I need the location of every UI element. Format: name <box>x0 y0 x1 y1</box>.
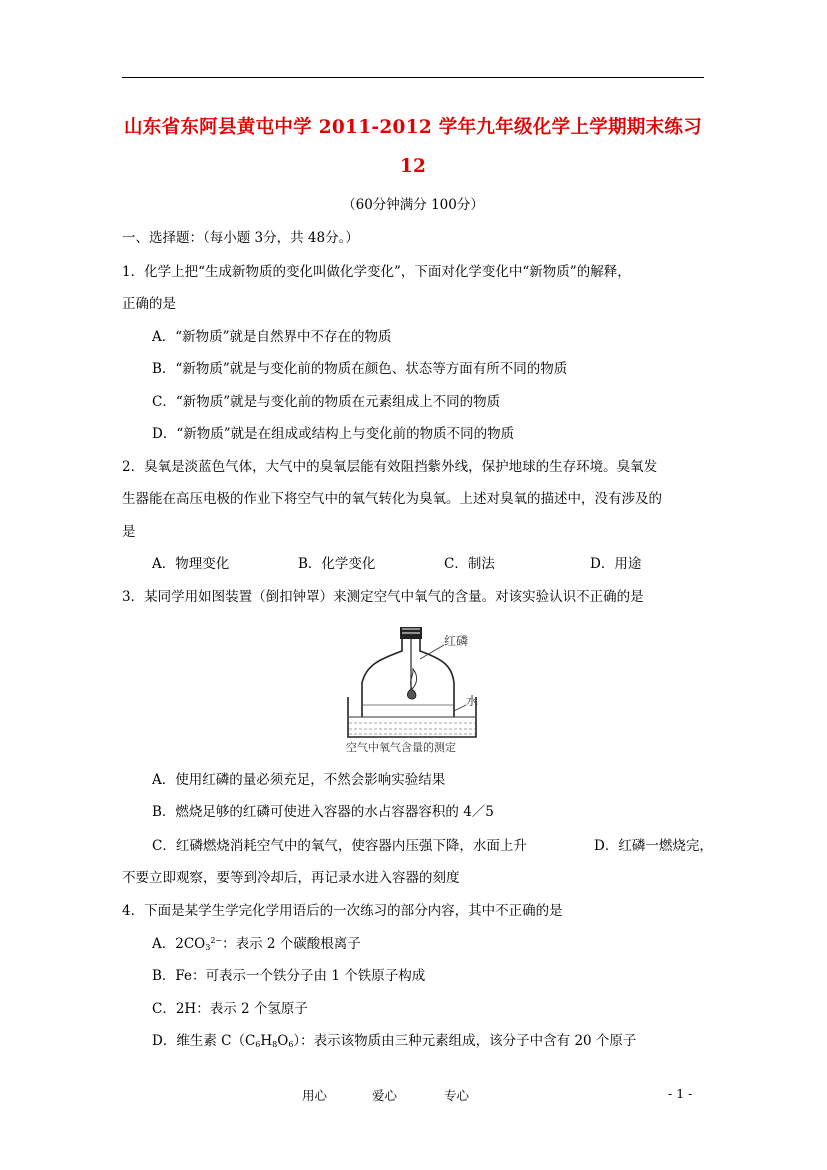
q3-option-d: D．红磷一燃烧完， <box>594 838 713 854</box>
q1-option-c: C．“新物质”就是与变化前的物质在元素组成上不同的物质 <box>152 394 501 410</box>
footer-motto-2: 爱心 <box>372 1088 398 1103</box>
question-2-stem-end: 是 <box>122 524 136 540</box>
q3-option-b: B．燃烧足够的红磷可使进入容器的水占容器容积的 4／5 <box>152 804 494 820</box>
footer-motto-1: 用心 <box>302 1088 328 1103</box>
document-title-number: 12 <box>399 156 427 177</box>
page-number: - 1 - <box>668 1086 693 1101</box>
label-phosphorus: 红磷 <box>444 634 469 648</box>
q3-option-c: C．红磷燃烧消耗空气中的氧气，使容器内压强下降，水面上升 <box>152 838 527 854</box>
figure-caption: 空气中氧气含量的测定 <box>346 741 456 754</box>
q2-option-d: D．用途 <box>590 556 642 572</box>
q4-option-d: D．维生素 C（C6H8O6）：表示该物质由三种元素组成，该分子中含有 20 个原子 <box>152 1033 637 1049</box>
experiment-figure <box>340 625 488 755</box>
q2-option-b: B．化学变化 <box>298 556 376 572</box>
footer-motto-3: 专心 <box>444 1088 470 1103</box>
question-1-stem-cont: 正确的是 <box>122 296 176 312</box>
document-title: 山东省东阿县黄屯中学 2011-2012 学年九年级化学上学期期末练习 <box>123 117 703 138</box>
q3-option-a: A．使用红磷的量必须充足，不然会影响实验结果 <box>152 772 446 788</box>
question-2-stem-cont: 生器能在高压电极的作业下将空气中的氧气转化为臭氧。上述对臭氧的描述中，没有涉及的 <box>122 491 662 507</box>
exam-info: （60分钟满分 100分） <box>342 197 484 213</box>
q3-option-d-cont: 不要立即观察，要等到冷却后，再记录水进入容器的刻度 <box>122 870 460 886</box>
q4-option-a: A．$2CO3^{2-}$：表示 2 个碳酸根离子 <box>152 936 361 952</box>
q1-option-b: B．“新物质”就是与变化前的物质在颜色、状态等方面有所不同的物质 <box>152 361 568 377</box>
question-4-stem: 4．下面是某学生学完化学用语后的一次练习的部分内容，其中不正确的是 <box>122 903 563 919</box>
q4-option-b: B．Fe：可表示一个铁分子由 1 个铁原子构成 <box>152 968 426 984</box>
q2-option-a: A．物理变化 <box>152 556 230 572</box>
section-heading: 一、选择题：（每小题 3分，共 48分。） <box>122 230 359 246</box>
label-water: 水 <box>466 694 479 708</box>
q1-option-a: A．“新物质”就是自然界中不存在的物质 <box>152 329 392 345</box>
phosphorus-spoon <box>407 689 415 699</box>
q1-option-d: D．“新物质”就是在组成或结构上与变化前的物质不同的物质 <box>152 426 515 442</box>
question-2-stem: 2．臭氧是淡蓝色气体，大气中的臭氧层能有效阻挡紫外线，保护地球的生存环境。臭氧发 <box>122 459 658 475</box>
q2-option-c: C．制法 <box>444 556 495 572</box>
q4-option-c: C．2H：表示 2 个氢原子 <box>152 1001 308 1017</box>
question-1-stem: 1．化学上把“生成新物质的变化叫做化学变化”，下面对化学变化中“新物质”的解释， <box>122 264 631 280</box>
header-rule <box>122 77 704 78</box>
question-3-stem: 3．某同学用如图装置（倒扣钟罩）来测定空气中氧气的含量。对该实验认识不正确的是 <box>122 589 644 605</box>
